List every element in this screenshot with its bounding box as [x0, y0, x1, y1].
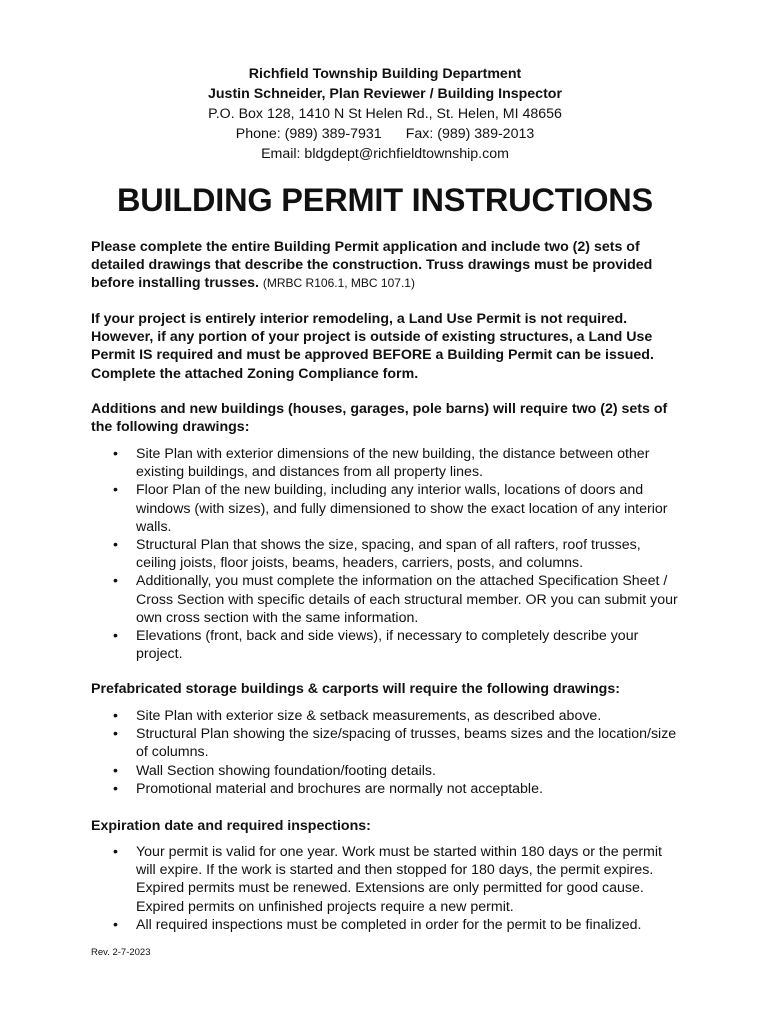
- fax-text: Fax: (989) 389-2013: [405, 126, 535, 142]
- list-item: • Structural Plan that shows the size, spacing, and span of all rafters, roof trusses, ceiling joists, floor joists, beams, headers, carriers, posts, and columns.: [113, 537, 641, 572]
- intro-text: Please complete the entire Building Permit application and include two (2) sets of detailed drawings that describe the construction. Truss drawings must be provided before installing trusses.: [91, 239, 653, 292]
- bullet-icon: •: [113, 482, 118, 499]
- intro-paragraph: [91, 238, 681, 293]
- list-item: • Floor Plan of the new building, including any interior walls, locations of doors and windows (with sizes), and fully dimensioned to show the exact location of any interior walls.: [113, 482, 668, 535]
- inspector-line: Justin Schneider, Plan Reviewer / Building Inspector: [208, 86, 562, 102]
- bullet-icon: •: [113, 573, 118, 590]
- bullet-icon: •: [113, 628, 118, 645]
- list-item: • Additionally, you must complete the information on the attached Specification Sheet / Cross Section with specific details of each structural member. OR you can submit your own cross section with the same information.: [113, 573, 678, 626]
- list-item: • Structural Plan showing the size/spacing of trusses, beams sizes and the location/size of columns.: [113, 726, 677, 761]
- department-name: Richfield Township Building Department: [248, 66, 522, 82]
- expiration-heading: Expiration date and required inspections:: [91, 818, 371, 834]
- page-title: BUILDING PERMIT INSTRUCTIONS: [116, 182, 654, 218]
- expiration-list: [0, 843, 770, 934]
- email-line: Email: bldgdept@richfieldtownship.com: [261, 146, 509, 162]
- list-item: • Elevations (front, back and side views), if necessary to completely describe your project.: [113, 628, 639, 663]
- bullet-icon: •: [113, 762, 118, 779]
- list-item: • Wall Section showing foundation/footing details.: [113, 762, 436, 779]
- bullet-icon: •: [113, 916, 118, 933]
- list-item: • Site Plan with exterior size & setback measurements, as described above.: [113, 708, 602, 724]
- bullet-icon: •: [113, 537, 118, 554]
- address-line: P.O. Box 128, 1410 N St Helen Rd., St. Helen, MI 48656: [208, 106, 562, 122]
- list-item: • Promotional material and brochures are normally not acceptable.: [113, 780, 543, 797]
- list-item: • Your permit is valid for one year. Work must be started within 180 days or the permit will expire. If the work is started and then stopped for 180 days, the permit expires. Expired permits must be renewed. Extensions are only permitted for good cause. Expired permits on unfinished projects require a new permit.: [113, 844, 662, 915]
- prefab-list: [0, 707, 770, 798]
- code-reference: (MRBC R106.1, MBC 107.1): [262, 276, 415, 291]
- revision-date: Rev. 2-7-2023: [91, 947, 151, 958]
- bullet-icon: •: [113, 446, 118, 462]
- list-item: • All required inspections must be completed in order for the permit to be finalized.: [113, 916, 642, 933]
- zoning-paragraph: If your project is entirely interior remodeling, a Land Use Permit is not required. However, if any portion of your project is outside of existing structures, a Land Use Permit IS required and must be approved BEFORE a Building Permit can be issued. Complete the attached Zoning Compliance form.: [91, 311, 654, 382]
- bullet-icon: •: [113, 780, 118, 797]
- phone-text: Phone: (989) 389-7931: [235, 126, 382, 142]
- additions-list: [0, 445, 770, 663]
- bullet-icon: •: [113, 844, 118, 860]
- prefab-heading: Prefabricated storage buildings & carports will require the following drawings:: [91, 681, 620, 697]
- bullet-icon: •: [113, 708, 118, 724]
- contact-line: [0, 124, 770, 144]
- list-item: • Site Plan with exterior dimensions of the new building, the distance between other existing buildings, and distances from all property lines.: [113, 446, 650, 481]
- additions-heading: Additions and new buildings (houses, garages, pole barns) will require two (2) sets of the following drawings:: [91, 401, 668, 436]
- bullet-icon: •: [113, 726, 118, 743]
